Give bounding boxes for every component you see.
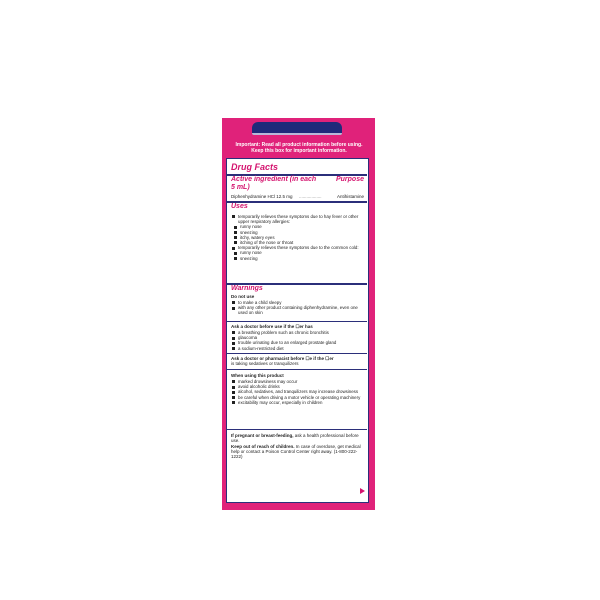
list-item: sneezing: [231, 256, 361, 261]
keep-out-text: In case of overdose, get medical help or contact a Poison Control Center right away. (1-800-222-1222): [231, 444, 361, 460]
list-item: trouble urinating due to an enlarged prostate gland: [231, 340, 363, 345]
list-item: to make a child sleepy: [231, 300, 361, 305]
list-item: temporarily relieves these symptoms due to hay fever or other upper respiratory allergies:: [231, 214, 361, 224]
drug-facts-panel: [226, 158, 369, 503]
ask-pharmacist-heading: Ask a doctor or pharmacist before ☐e if the ☐er: [231, 356, 334, 361]
pregnant-bold: If pregnant or breast-feeding,: [231, 433, 294, 438]
list-item: alcohol, sedatives, and tranquilizers may increase drowsiness: [231, 389, 361, 394]
uses-heading: Uses: [231, 203, 248, 210]
list-item: excitability may occur, especially in children: [231, 400, 361, 405]
list-item: itching of the nose or throat: [231, 240, 361, 245]
list-item: a breathing problem such as chronic bronchitis: [231, 330, 363, 335]
divider: [227, 321, 367, 322]
important-notice: Important: Read all product information before using. Keep this box for important information.: [235, 142, 363, 155]
list-item: be careful when driving a motor vehicle or operating machinery: [231, 395, 361, 400]
list-item: runny nose: [231, 224, 361, 229]
do-not-use-list: [231, 300, 361, 316]
dot-leader: ..................: [299, 194, 322, 199]
list-item: sneezing: [231, 230, 361, 235]
list-item: a sodium-restricted diet: [231, 346, 363, 351]
product-box: [222, 118, 375, 510]
when-using-list: [231, 379, 361, 405]
keep-out-warning: [231, 444, 361, 460]
divider: [227, 429, 367, 430]
list-item: glaucoma: [231, 335, 363, 340]
drug-facts-title: Drug Facts: [231, 162, 279, 172]
ask-pharmacist-text: is taking sedatives or tranquilizers: [231, 361, 299, 366]
divider: [227, 369, 367, 370]
box-top-lid: [222, 118, 375, 136]
divider: [227, 201, 367, 203]
list-item: itchy, watery eyes: [231, 235, 361, 240]
when-using-heading: When using this product: [231, 373, 284, 378]
brand-logo-icon: [252, 122, 342, 135]
purpose-heading: Purpose: [335, 176, 364, 183]
warnings-heading: Warnings: [231, 285, 263, 292]
keep-out-bold: Keep out of reach of children.: [231, 444, 295, 449]
active-ingredient-heading: Active ingredient (in each 5 mL): [231, 176, 317, 191]
list-item: avoid alcoholic drinks: [231, 384, 361, 389]
purpose-text: Antihistamine: [336, 194, 364, 199]
list-item: temporarily relieves these symptoms due to the common cold:: [231, 245, 361, 250]
do-not-use-heading: Do not use: [231, 294, 255, 299]
list-item: with any other product containing diphenhydramine, even one used on skin: [231, 305, 361, 315]
list-item: runny nose: [231, 250, 361, 255]
ingredient-text: Diphenhydramine HCl 12.5 mg: [231, 194, 293, 199]
pregnant-text: ask a health professional before use.: [231, 433, 359, 444]
divider: [227, 353, 367, 354]
pregnant-warning: [231, 433, 363, 443]
uses-list: [231, 214, 361, 261]
ask-doctor-list: [231, 330, 363, 351]
continue-arrow-icon: [360, 488, 365, 494]
list-item: marked drowsiness may occur: [231, 379, 361, 384]
ask-doctor-heading: Ask a doctor before use if the ☐er has: [231, 324, 313, 329]
